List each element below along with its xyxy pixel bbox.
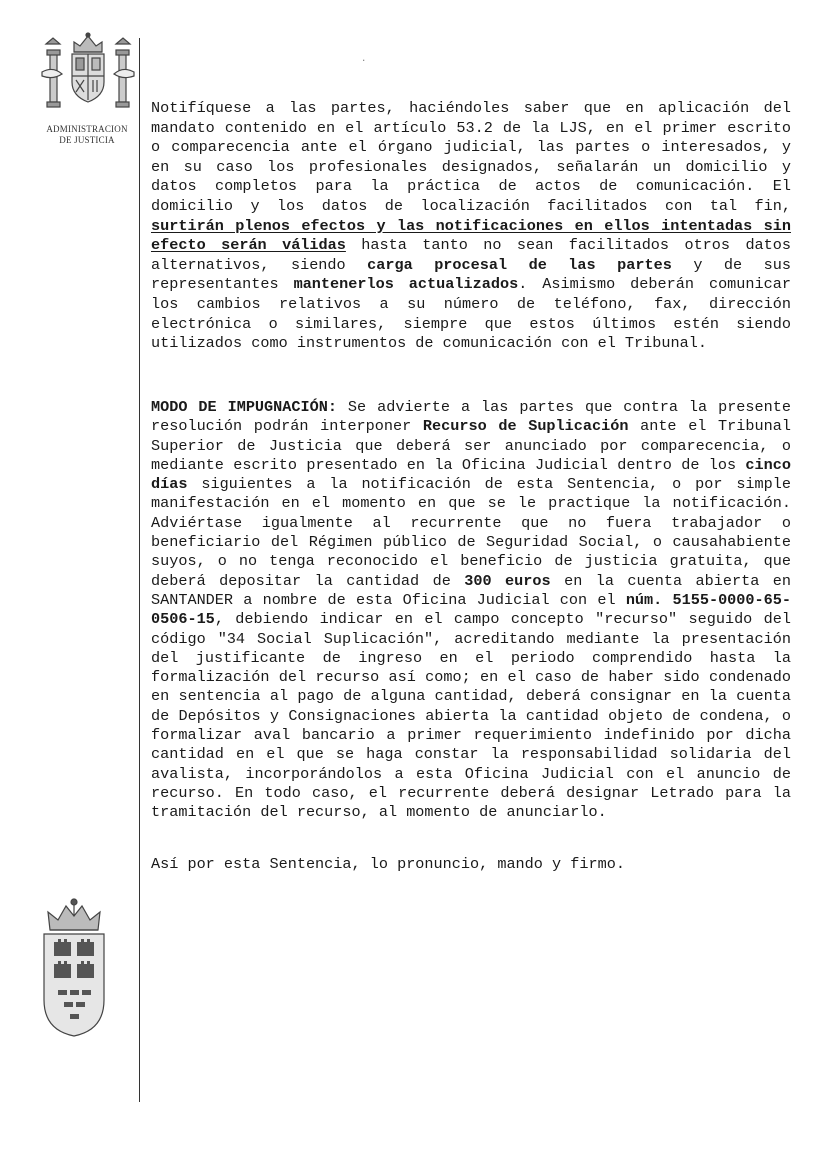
notification-emphasis-3: mantenerlos actualizados — [293, 275, 519, 294]
margin-rule — [139, 38, 140, 1102]
appeal-emphasis-3: 300 euros — [464, 571, 551, 590]
murcia-coat-of-arms-icon — [36, 896, 112, 1040]
notification-paragraph — [151, 99, 791, 354]
appeal-text-2: ante el Tribunal Superior de Justicia que deberá ser anunciado por comparecencia, o mediante escrito presentado en la Oficina Judicial dentro de los — [151, 417, 791, 474]
appeal-text-4: en la cuenta abierta en SANTANDER a nombre de esta Oficina Judicial con el — [151, 571, 791, 609]
institution-line-1: ADMINISTRACION — [46, 124, 128, 134]
appeal-emphasis-1: Recurso de Suplicación — [422, 417, 629, 436]
notification-text-2: hasta tanto no sean facilitados otros datos alternativos, siendo — [151, 236, 792, 274]
notification-text-3: y de sus representantes — [151, 255, 791, 294]
appeal-text-5: , debiendo indicar en el campo concepto "recurso" seguido del código "34 Social Suplicación", acreditando mediante la presentación del justificante de ingreso en el periodo comprendido hasta la formalización del recurso así como; en el caso de haber sido condenado en sentencia al pago de alguna cantidad, deberá consignar en la cuenta de Depósitos y Consignaciones abierta la cantidad objeto de condena, o formalizar aval bancario a primer requerimiento indefinido por dicha cantidad en el que se haga constar la responsabilidad solidaria del avalista, incorporándolos a esta Oficina Judicial con el anuncio de recurso. En todo caso, el recurrente deberá designar Letrado para la tramitación del recurso, al momento de anunciarlo. — [151, 610, 791, 822]
stray-mark: . — [361, 54, 367, 64]
appeal-heading: MODO DE IMPUGNACIÓN: — [151, 398, 337, 416]
appeal-paragraph — [151, 398, 791, 823]
notification-emphasis-1: surtirán plenos efectos y las notificaciones en ellos intentadas sin efecto serán válidas — [151, 216, 791, 255]
appeal-account-number: núm. 5155-0000-65-0506-15 — [151, 590, 791, 629]
appeal-emphasis-2: cinco días — [151, 455, 791, 494]
notification-text-1: Notifíquese a las partes, haciéndoles saber que en aplicación del mandato contenido en el artículo 53.2 de la LJS, en el primer escrito o comparecencia ante el órgano judicial, las partes o interesados, y en su caso los profesionales designados, señalarán un domicilio y datos completos para la práctica de actos de comunicación. El domicilio y los datos de localización facilitados con tal fin, — [151, 99, 791, 215]
spain-coat-of-arms-icon — [38, 30, 138, 118]
institution-line-2: DE JUSTICIA — [59, 135, 115, 145]
notification-text-4: . Asimismo deberán comunicar los cambios relativos a su número de teléfono, fax, dirección electrónica o similares, siempre que estos últimos estén siendo utilizados como instrumentos de comunicación con el Tribunal. — [151, 275, 791, 353]
institution-label — [30, 124, 144, 146]
appeal-text-3: siguientes a la notificación de esta Sentencia, o por simple manifestación en el momento en que se le practique la notificación. Adviértase igualmente al recurrente que no fuera trabajador o beneficiario del Régimen público de Seguridad Social, o causahabiente suyos, o no tenga reconocido el beneficio de justicia gratuita, que deberá depositar la cantidad de — [151, 475, 791, 590]
closing-paragraph: Así por esta Sentencia, lo pronuncio, mando y firmo. — [151, 855, 625, 873]
appeal-text-1: Se advierte a las partes que contra la presente resolución podrán interponer — [151, 398, 791, 436]
notification-emphasis-2: carga procesal de las partes — [367, 255, 672, 274]
